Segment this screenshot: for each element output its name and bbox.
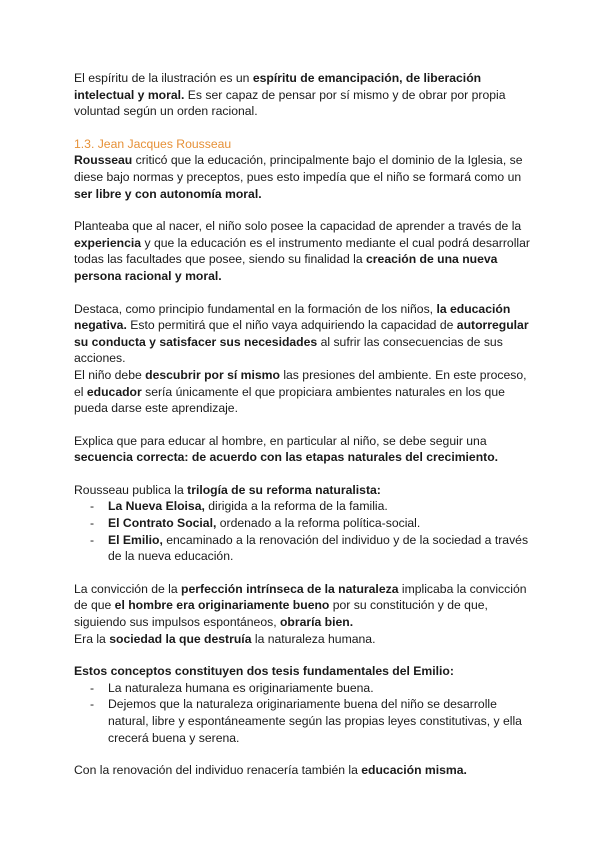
paragraph-tesis-title: Estos conceptos constituyen dos tesis fundamentales del Emilio: [74, 664, 454, 679]
list-item: - Dejemos que la naturaleza originariamente buena del niño se desarrolle natural, libre y espontáneamente según las propias leyes constitutivas, y ella crecerá buena y serena. [74, 696, 536, 746]
paragraph-trilogia: Rousseau publica la trilogía de su reforma naturalista: [74, 482, 381, 497]
list-item: - La Nueva Eloisa, dirigida a la reforma de la familia. [74, 498, 536, 515]
paragraph-conviccion: La convicción de la perfección intrínseca de la naturaleza implicaba la convicción de que el hombre era originariamente bueno por su constitución y de que, siguiendo sus impulsos espontáneos, obraría bien. [74, 581, 527, 630]
theses-list [74, 680, 536, 746]
document-body [74, 70, 536, 779]
list-item: - El Emilio, encaminado a la renovación del individuo y de la sociedad a través de la nueva educación. [74, 532, 536, 565]
paragraph-educacion-negativa: Destaca, como principio fundamental en la formación de los niños, la educación negativa. Esto permitirá que el niño vaya adquiriendo la capacidad de autorregular su conducta y satisfacer sus necesidades al sufrir las consecuencias de sus acciones. [74, 301, 529, 366]
paragraph-renovacion: Con la renovación del individuo renacería también la educación misma. [74, 763, 467, 778]
trilogy-list [74, 498, 536, 564]
paragraph-ilustracion: El espíritu de la ilustración es un espíritu de emancipación, de liberación intelectual y moral. Es ser capaz de pensar por sí mismo y de obrar por propia voluntad según un orden racional. [74, 71, 506, 119]
paragraph-rousseau-critica: Rousseau criticó que la educación, principalmente bajo el dominio de la Iglesia, se diese bajo normas y preceptos, pues esto impedía que el niño se formará como un ser libre y con autonomía moral. [74, 153, 523, 201]
list-item: - El Contrato Social, ordenado a la reforma política-social. [74, 515, 536, 532]
section-heading: 1.3. Jean Jacques Rousseau [74, 136, 232, 151]
paragraph-descubrir: El niño debe descubrir por sí mismo las presiones del ambiente. En este proceso, el educador sería únicamente el que propiciara ambientes naturales en los que pueda darse este aprendizaje. [74, 367, 527, 416]
paragraph-secuencia: Explica que para educar al hombre, en particular al niño, se debe seguir una secuencia correcta: de acuerdo con las etapas naturales del crecimiento. [74, 433, 499, 465]
paragraph-sociedad: Era la sociedad la que destruía la naturaleza humana. [74, 631, 376, 646]
paragraph-planteaba: Planteaba que al nacer, el niño solo posee la capacidad de aprender a través de la experiencia y que la educación es el instrumento mediante el cual podrá desarrollar todas las facultades que posee, siendo su finalidad la creación de una nueva persona racional y moral. [74, 219, 530, 283]
list-item: - La naturaleza humana es originariamente buena. [74, 680, 536, 697]
